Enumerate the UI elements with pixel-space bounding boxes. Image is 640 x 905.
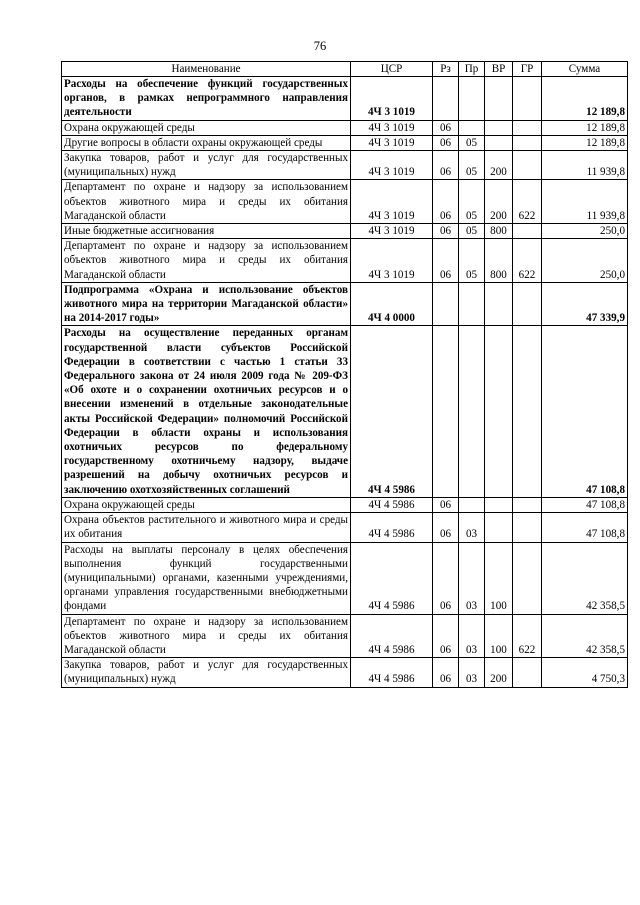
cell-pr <box>459 282 485 326</box>
cell-gr: 622 <box>513 180 542 224</box>
cell-gr <box>513 135 542 150</box>
cell-csr: 4Ч 4 5986 <box>351 658 433 687</box>
cell-csr: 4Ч 4 5986 <box>351 497 433 512</box>
table-row <box>62 239 628 283</box>
table-row <box>62 77 628 121</box>
cell-rz: 06 <box>433 614 459 658</box>
cell-rz: 06 <box>433 180 459 224</box>
cell-pr <box>459 326 485 497</box>
table-row <box>62 497 628 512</box>
cell-name: Расходы на обеспечение функций государственных органов, в рамках непрограммного направления деятельности <box>62 77 351 121</box>
cell-vr <box>485 282 513 326</box>
table-row <box>62 542 628 614</box>
cell-vr <box>485 326 513 497</box>
cell-sum: 47 108,8 <box>542 497 628 512</box>
cell-sum: 47 339,9 <box>542 282 628 326</box>
cell-pr: 05 <box>459 224 485 239</box>
cell-pr: 05 <box>459 135 485 150</box>
table-row <box>62 513 628 542</box>
cell-vr <box>485 513 513 542</box>
cell-rz: 06 <box>433 239 459 283</box>
cell-name: Департамент по охране и надзору за использованием объектов животного мира и среды их обитания Магаданской области <box>62 239 351 283</box>
cell-vr <box>485 120 513 135</box>
cell-sum: 12 189,8 <box>542 77 628 121</box>
table-row <box>62 614 628 658</box>
cell-gr: 622 <box>513 614 542 658</box>
cell-pr: 03 <box>459 658 485 687</box>
cell-csr: 4Ч 4 5986 <box>351 542 433 614</box>
table-row <box>62 180 628 224</box>
cell-csr: 4Ч 3 1019 <box>351 135 433 150</box>
cell-name: Закупка товаров, работ и услуг для государственных (муниципальных) нужд <box>62 151 351 180</box>
cell-name: Департамент по охране и надзору за использованием объектов животного мира и среды их обитания Магаданской области <box>62 614 351 658</box>
header-gr: ГР <box>513 62 542 77</box>
cell-rz: 06 <box>433 135 459 150</box>
cell-vr: 200 <box>485 658 513 687</box>
cell-rz <box>433 282 459 326</box>
cell-sum: 4 750,3 <box>542 658 628 687</box>
cell-rz: 06 <box>433 497 459 512</box>
cell-sum: 47 108,8 <box>542 326 628 497</box>
cell-sum: 47 108,8 <box>542 513 628 542</box>
header-csr: ЦСР <box>351 62 433 77</box>
cell-pr: 03 <box>459 513 485 542</box>
cell-vr <box>485 497 513 512</box>
cell-csr: 4Ч 4 5986 <box>351 614 433 658</box>
cell-vr: 200 <box>485 180 513 224</box>
cell-sum: 42 358,5 <box>542 614 628 658</box>
table-header-row <box>62 62 628 77</box>
cell-name: Подпрограмма «Охрана и использование объектов животного мира на территории Магаданской области» на 2014-2017 годы» <box>62 282 351 326</box>
cell-gr <box>513 497 542 512</box>
cell-rz: 06 <box>433 224 459 239</box>
header-rz: Рз <box>433 62 459 77</box>
cell-pr: 03 <box>459 614 485 658</box>
cell-name: Закупка товаров, работ и услуг для государственных (муниципальных) нужд <box>62 658 351 687</box>
cell-rz <box>433 77 459 121</box>
page-number: 76 <box>313 39 327 53</box>
cell-name: Департамент по охране и надзору за использованием объектов животного мира и среды их обитания Магаданской области <box>62 180 351 224</box>
cell-gr <box>513 326 542 497</box>
cell-sum: 250,0 <box>542 239 628 283</box>
cell-pr <box>459 497 485 512</box>
table-row <box>62 151 628 180</box>
cell-vr <box>485 77 513 121</box>
cell-vr: 800 <box>485 239 513 283</box>
cell-sum: 12 189,8 <box>542 120 628 135</box>
cell-csr: 4Ч 3 1019 <box>351 151 433 180</box>
header-vr: ВР <box>485 62 513 77</box>
cell-gr <box>513 224 542 239</box>
cell-csr: 4Ч 3 1019 <box>351 224 433 239</box>
cell-gr <box>513 542 542 614</box>
cell-rz: 06 <box>433 513 459 542</box>
cell-name: Охрана окружающей среды <box>62 497 351 512</box>
cell-csr: 4Ч 3 1019 <box>351 77 433 121</box>
cell-pr: 05 <box>459 239 485 283</box>
cell-gr <box>513 77 542 121</box>
header-pr: Пр <box>459 62 485 77</box>
cell-csr: 4Ч 4 0000 <box>351 282 433 326</box>
header-name: Наименование <box>62 62 351 77</box>
cell-name: Охрана объектов растительного и животного мира и среды их обитания <box>62 513 351 542</box>
cell-sum: 11 939,8 <box>542 151 628 180</box>
cell-pr: 05 <box>459 151 485 180</box>
table-row <box>62 282 628 326</box>
cell-rz <box>433 326 459 497</box>
cell-csr: 4Ч 3 1019 <box>351 120 433 135</box>
cell-sum: 11 939,8 <box>542 180 628 224</box>
cell-csr: 4Ч 3 1019 <box>351 239 433 283</box>
table-body <box>62 77 628 688</box>
table-row <box>62 120 628 135</box>
cell-rz: 06 <box>433 120 459 135</box>
cell-gr <box>513 658 542 687</box>
cell-gr <box>513 513 542 542</box>
table-row <box>62 658 628 687</box>
cell-vr <box>485 135 513 150</box>
cell-csr: 4Ч 3 1019 <box>351 180 433 224</box>
cell-rz: 06 <box>433 658 459 687</box>
cell-name: Иные бюджетные ассигнования <box>62 224 351 239</box>
cell-sum: 42 358,5 <box>542 542 628 614</box>
cell-csr: 4Ч 4 5986 <box>351 513 433 542</box>
cell-name: Расходы на выплаты персоналу в целях обеспечения выполнения функций государственными (муниципальными) органами, казенными учреждениями, органами управления государственными внебюджетными фондами <box>62 542 351 614</box>
cell-pr: 05 <box>459 180 485 224</box>
cell-sum: 12 189,8 <box>542 135 628 150</box>
cell-rz: 06 <box>433 151 459 180</box>
cell-vr: 100 <box>485 614 513 658</box>
cell-pr <box>459 120 485 135</box>
cell-vr: 800 <box>485 224 513 239</box>
cell-name: Расходы на осуществление переданных органам государственной власти субъектов Российской Федерации в соответствии с частью 1 статьи 33 Федерального закона от 24 июля 2009 года № 209-ФЗ «Об охоте и о сохранении охотничьих ресурсов и о внесении изменений в отдельные законодательные акты Российской Федерации» полномочий Российской Федерации в области охраны и использования охотничьих ресурсов по федеральному государственному охотничьему надзору, выдаче разрешений на добычу охотничьих ресурсов и заключению охотхозяйственных соглашений <box>62 326 351 497</box>
cell-gr: 622 <box>513 239 542 283</box>
table-row <box>62 135 628 150</box>
cell-name: Охрана окружающей среды <box>62 120 351 135</box>
cell-vr: 200 <box>485 151 513 180</box>
cell-gr <box>513 282 542 326</box>
cell-pr: 03 <box>459 542 485 614</box>
cell-gr <box>513 120 542 135</box>
cell-name: Другие вопросы в области охраны окружающей среды <box>62 135 351 150</box>
cell-sum: 250,0 <box>542 224 628 239</box>
cell-csr: 4Ч 4 5986 <box>351 326 433 497</box>
header-sum: Сумма <box>542 62 628 77</box>
cell-rz: 06 <box>433 542 459 614</box>
budget-table <box>61 61 628 688</box>
table-row <box>62 326 628 497</box>
cell-pr <box>459 77 485 121</box>
cell-gr <box>513 151 542 180</box>
cell-vr: 100 <box>485 542 513 614</box>
table-row <box>62 224 628 239</box>
